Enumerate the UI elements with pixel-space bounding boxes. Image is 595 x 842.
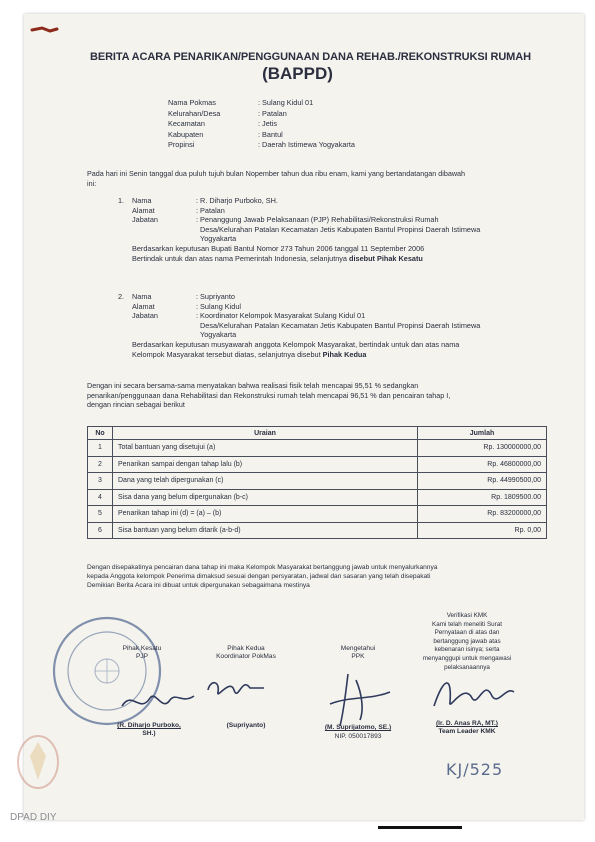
col-header-uraian: Uraian [113,427,418,440]
handwritten-signature [118,684,198,718]
disbursement-table [87,426,547,539]
paper-clip-mark [30,22,60,36]
verifikasi-name: (Ir. D. Anas RA, MT.) Team Leader KMK [435,720,499,736]
col-header-no: No [88,427,113,440]
table-row: 3 Dana yang telah dipergunakan (c) Rp. 44990500,00 [88,473,547,490]
col-header-jumlah: Jumlah [418,427,547,440]
signature-mengetahui: Mengetahui PPK [340,645,376,661]
party-one: 1. Nama : R. Diharjo Purboko, SH. Alamat : Patalan Jabatan : Penanggung Jawab Pelaksanaan (PJP) Rehabilitasi/Rekonstruksi Rumah Desa/Kelurahan Patalan Kecamatan Jetis Kabupaten Bantul Propinsi Daerah Istimewa Yogyakarta Berdasarkan keputusan Bupati Bantul Nomor 273 Tahun 2006 tanggal 11 September 2006 Bertindak untuk dan atas nama Pemerintah Indonesia, selanjutnya disebut Pihak Kesatu [118,196,481,263]
handwritten-signature [204,670,278,704]
statement-paragraph: Dengan ini secara bersama-sama menyatakan bahwa realisasi fisik telah mencapai 95,51 % sedangkan penarikan/penggunaan dana Rehabilitasi dan Rekonstruksi rumah telah mencapai 96,51 % dan pencairan tahap I, dengan rincian sebagai berikut [87,381,451,410]
signature-pihak-kesatu: Pihak Kesatu PJP [122,645,162,661]
party-two: 2. Nama : Supriyanto Alamat : Sulang Kidul Jabatan : Koordinator Kelompok Masyarakat Sulang Kidul 01 Desa/Kelurahan Patalan Kecamatan Jetis Kabupaten Bantul Propinsi Daerah Istimewa Yogyakarta Berdasarkan keputusan musyawarah anggota Kelompok Masyarakat, bertindak untuk dan atas nama Kelompok Masyarakat tersebut diatas, selanjutnya disebut Pihak Kedua [118,292,481,359]
handwritten-signature [428,672,518,714]
meta-row: Kelurahan/Desa : Patalan [168,108,287,118]
intro-paragraph: Pada hari ini Senin tanggal dua puluh tujuh bulan Nopember tahun dua ribu enam, kami yang bertandatangan dibawah ini: [87,169,466,188]
signature-pihak-kedua: Pihak Kedua Koordinator PokMas [216,645,276,661]
closing-paragraph: Dengan disepakatinya pencairan dana tahap ini maka Kelompok Masyarakat bertanggung jawab untuk menyalurkannya kepada Anggota kelompok Penerima dimaksud sesuai dengan persyaratan, jadwal dan sasaran yang telah disepakati Demikian Berita Acara ini dibuat untuk dipergunakan sebagaimana mestinya [87,564,438,589]
verification-statement: Verifikasi KMK Kami telah meneliti Surat Pernyataan di atas dan bertanggung jawab atas kebenaran isinya; serta menyanggupi untuk mengawasi pelaksanaannya [422,612,512,671]
document-title: BERITA ACARA PENARIKAN/PENGGUNAAN DANA REHAB./REKONSTRUKSI RUMAH [90,51,531,63]
meta-row: Kecamatan : Jetis [168,119,278,128]
meta-row: Propinsi : Daerah Istimewa Yogyakarta [168,140,355,149]
archive-code: KJ/525 [446,760,504,779]
table-header-row [88,427,547,440]
pihak-kesatu-name: (R. Diharjo Purboko, SH.) [117,722,181,738]
dpad-watermark: DPAD DIY [10,812,57,823]
table-row: 6 Sisa bantuan yang belum ditarik (a-b-d) Rp. 0,00 [88,522,547,539]
mengetahui-name: (M. Suprijatomo, SE.) [324,724,392,731]
table-row: 4 Sisa dana yang belum dipergunakan (b-c) Rp. 1809500.00 [88,489,547,506]
handwritten-signature [320,670,400,728]
mengetahui-nip: NIP. 050017893 [334,733,382,740]
pihak-kedua-name: (Supriyanto) [226,722,266,729]
table-row: 5 Penarikan tahap ini (d) = (a) – (b) Rp. 83200000,00 [88,506,547,523]
emblem-watermark [12,730,64,794]
pokmas-info [168,98,355,151]
meta-row: Kabupaten : Bantul [168,129,283,139]
meta-row: Nama Pokmas : Sulang Kidul 01 [168,98,314,107]
page-edge-bar [378,826,462,829]
table-row: 2 Penarikan sampai dengan tahap lalu (b) Rp. 46800000,00 [88,456,547,473]
document-subtitle: (BAPPD) [262,64,333,83]
table-row: 1 Total bantuan yang disetujui (a) Rp. 130000000,00 [88,440,547,457]
